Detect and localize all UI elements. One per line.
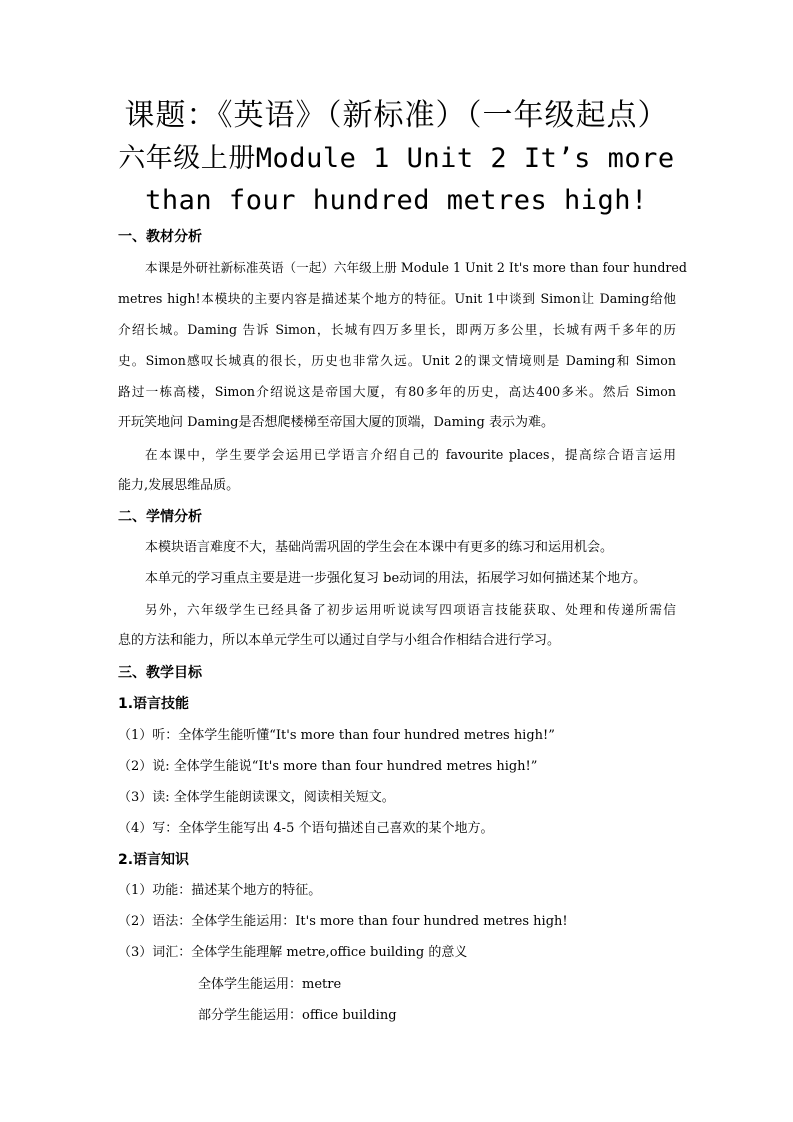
- list-item: 全体学生能运用：metre: [198, 977, 342, 992]
- paragraph-line: 本课是外研社新标准英语（一起）六年级上册 Module 1 Unit 2 It's more than four hundred: [145, 260, 687, 275]
- paragraph-line: 介绍长城。Daming 告诉 Simon，长城有四万多里长，即两万多公里，长城有两千多年的历: [118, 322, 676, 337]
- subsection-heading-language-knowledge: 2.语言知识: [118, 852, 190, 868]
- paragraph-line: 息的方法和能力，所以本单元学生可以通过自学与小组合作相结合进行学习。: [118, 633, 561, 648]
- title-line-3: than four hundred metres high!: [145, 185, 648, 216]
- paragraph-line: 开玩笑地问 Daming是否想爬楼梯至帝国大厦的顶端，Daming 表示为难。: [118, 415, 554, 430]
- section-heading-textbook-analysis: 一、教材分析: [118, 229, 202, 245]
- paragraph-line: metres high!本模块的主要内容是描述某个地方的特征。Unit 1中谈到 Simon让 Daming给他: [118, 291, 676, 306]
- title-line-2: 六年级上册Module 1 Unit 2 It’s more: [118, 143, 675, 174]
- list-item: （3）词汇：全体学生能理解 metre,office building 的意义: [118, 945, 468, 960]
- paragraph-line: 史。Simon感叹长城真的很长，历史也非常久远。Unit 2的课文情境则是 Daming和 Simon: [118, 353, 676, 368]
- list-item: （2）说: 全体学生能说“It's more than four hundred metres high!”: [118, 759, 538, 774]
- paragraph-line: 在本课中，学生要学会运用已学语言介绍自己的 favourite places，提高综合语言运用: [145, 447, 676, 462]
- list-item: （1）听：全体学生能听懂“It's more than four hundred metres high!”: [118, 728, 555, 743]
- section-heading-teaching-goals: 三、教学目标: [118, 665, 202, 681]
- list-item: （2）语法：全体学生能运用：It's more than four hundred metres high!: [118, 914, 568, 929]
- list-item: （4）写：全体学生能写出 4-5 个语句描述自己喜欢的某个地方。: [118, 821, 494, 836]
- paragraph-line: 能力,发展思维品质。: [118, 478, 240, 493]
- list-item: 部分学生能运用：office building: [198, 1008, 397, 1023]
- paragraph-line: 本模块语言难度不大，基础尚需巩固的学生会在本课中有更多的练习和运用机会。: [145, 540, 614, 555]
- paragraph-line: 本单元的学习重点主要是进一步强化复习 be动词的用法，拓展学习如何描述某个地方。: [145, 571, 647, 586]
- section-heading-student-analysis: 二、学情分析: [118, 509, 202, 525]
- paragraph-line: 另外，六年级学生已经具备了初步运用听说读写四项语言技能获取、处理和传递所需信: [145, 602, 676, 617]
- subsection-heading-language-skills: 1.语言技能: [118, 696, 190, 712]
- list-item: （3）读: 全体学生能朗读课文，阅读相关短文。: [118, 790, 395, 805]
- list-item: （1）功能：描述某个地方的特征。: [118, 883, 322, 898]
- paragraph-line: 路过一栋高楼，Simon介绍说这是帝国大厦，有80多年的历史，高达400多米。然后 Simon: [118, 384, 676, 399]
- title-line-1: 课题：《英语》（新标准）（一年级起点）: [124, 98, 669, 133]
